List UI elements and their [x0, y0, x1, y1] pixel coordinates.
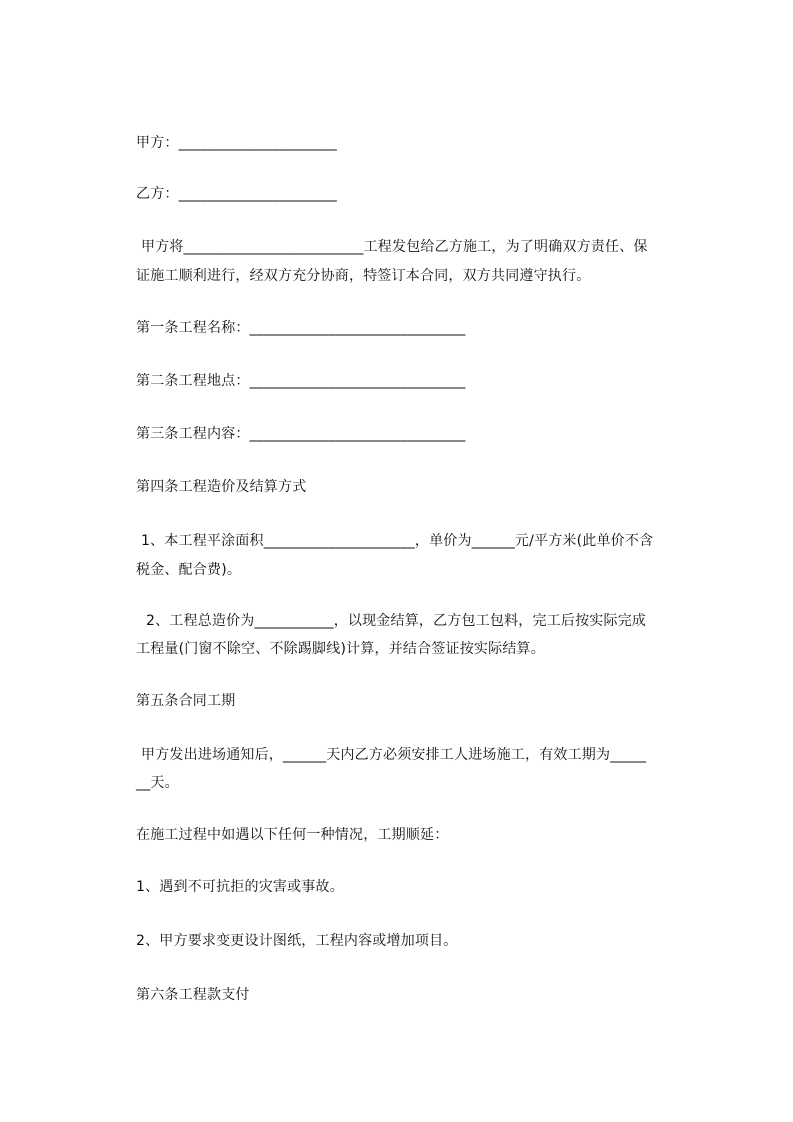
article-5-text-line-1: 甲方发出进场通知后，______天内乙方必须安排工人进场施工，有效工期为_____ [141, 747, 647, 763]
article-4-title: 第四条工程造价及结算方式 [136, 479, 307, 495]
delay-condition-item-1: 1、遇到不可抗拒的灾害或事故。 [136, 879, 344, 895]
article-3-project-content: 第三条工程内容：______________________________ [136, 426, 466, 442]
article-5-title: 第五条合同工期 [136, 693, 236, 709]
article-4-item-1-line-2: 税金、配合费)。 [136, 562, 242, 578]
article-6-title: 第六条工程款支付 [136, 987, 250, 1003]
delay-conditions-intro: 在施工过程中如遇以下任何一种情况，工期顺延： [136, 827, 449, 843]
intro-paragraph-line-2: 证施工顺利进行，经双方充分协商，特签订本合同，双方共同遵守执行。 [136, 268, 591, 284]
article-4-item-2-line-2: 工程量(门窗不除空、不除踢脚线)计算，并结合签证按实际结算。 [136, 641, 545, 657]
party-b-line: 乙方：______________________ [136, 186, 337, 202]
article-4-item-2-line-1: 2、工程总造价为___________，以现金结算，乙方包工包料，完工后按实际完成 [146, 613, 647, 629]
article-4-item-1-line-1: 1、本工程平涂面积_____________________，单价为______元/平方米(此单价不含 [141, 533, 654, 549]
article-1-project-name: 第一条工程名称：______________________________ [136, 320, 466, 336]
delay-condition-item-2: 2、甲方要求变更设计图纸，工程内容或增加项目。 [136, 933, 458, 949]
article-2-project-location: 第二条工程地点：______________________________ [136, 373, 466, 389]
party-a-line: 甲方：______________________ [136, 135, 337, 151]
article-5-text-line-2: __天。 [136, 775, 179, 791]
intro-paragraph-line-1: 甲方将_________________________工程发包给乙方施工，为了明确双方责任、保 [141, 239, 648, 255]
